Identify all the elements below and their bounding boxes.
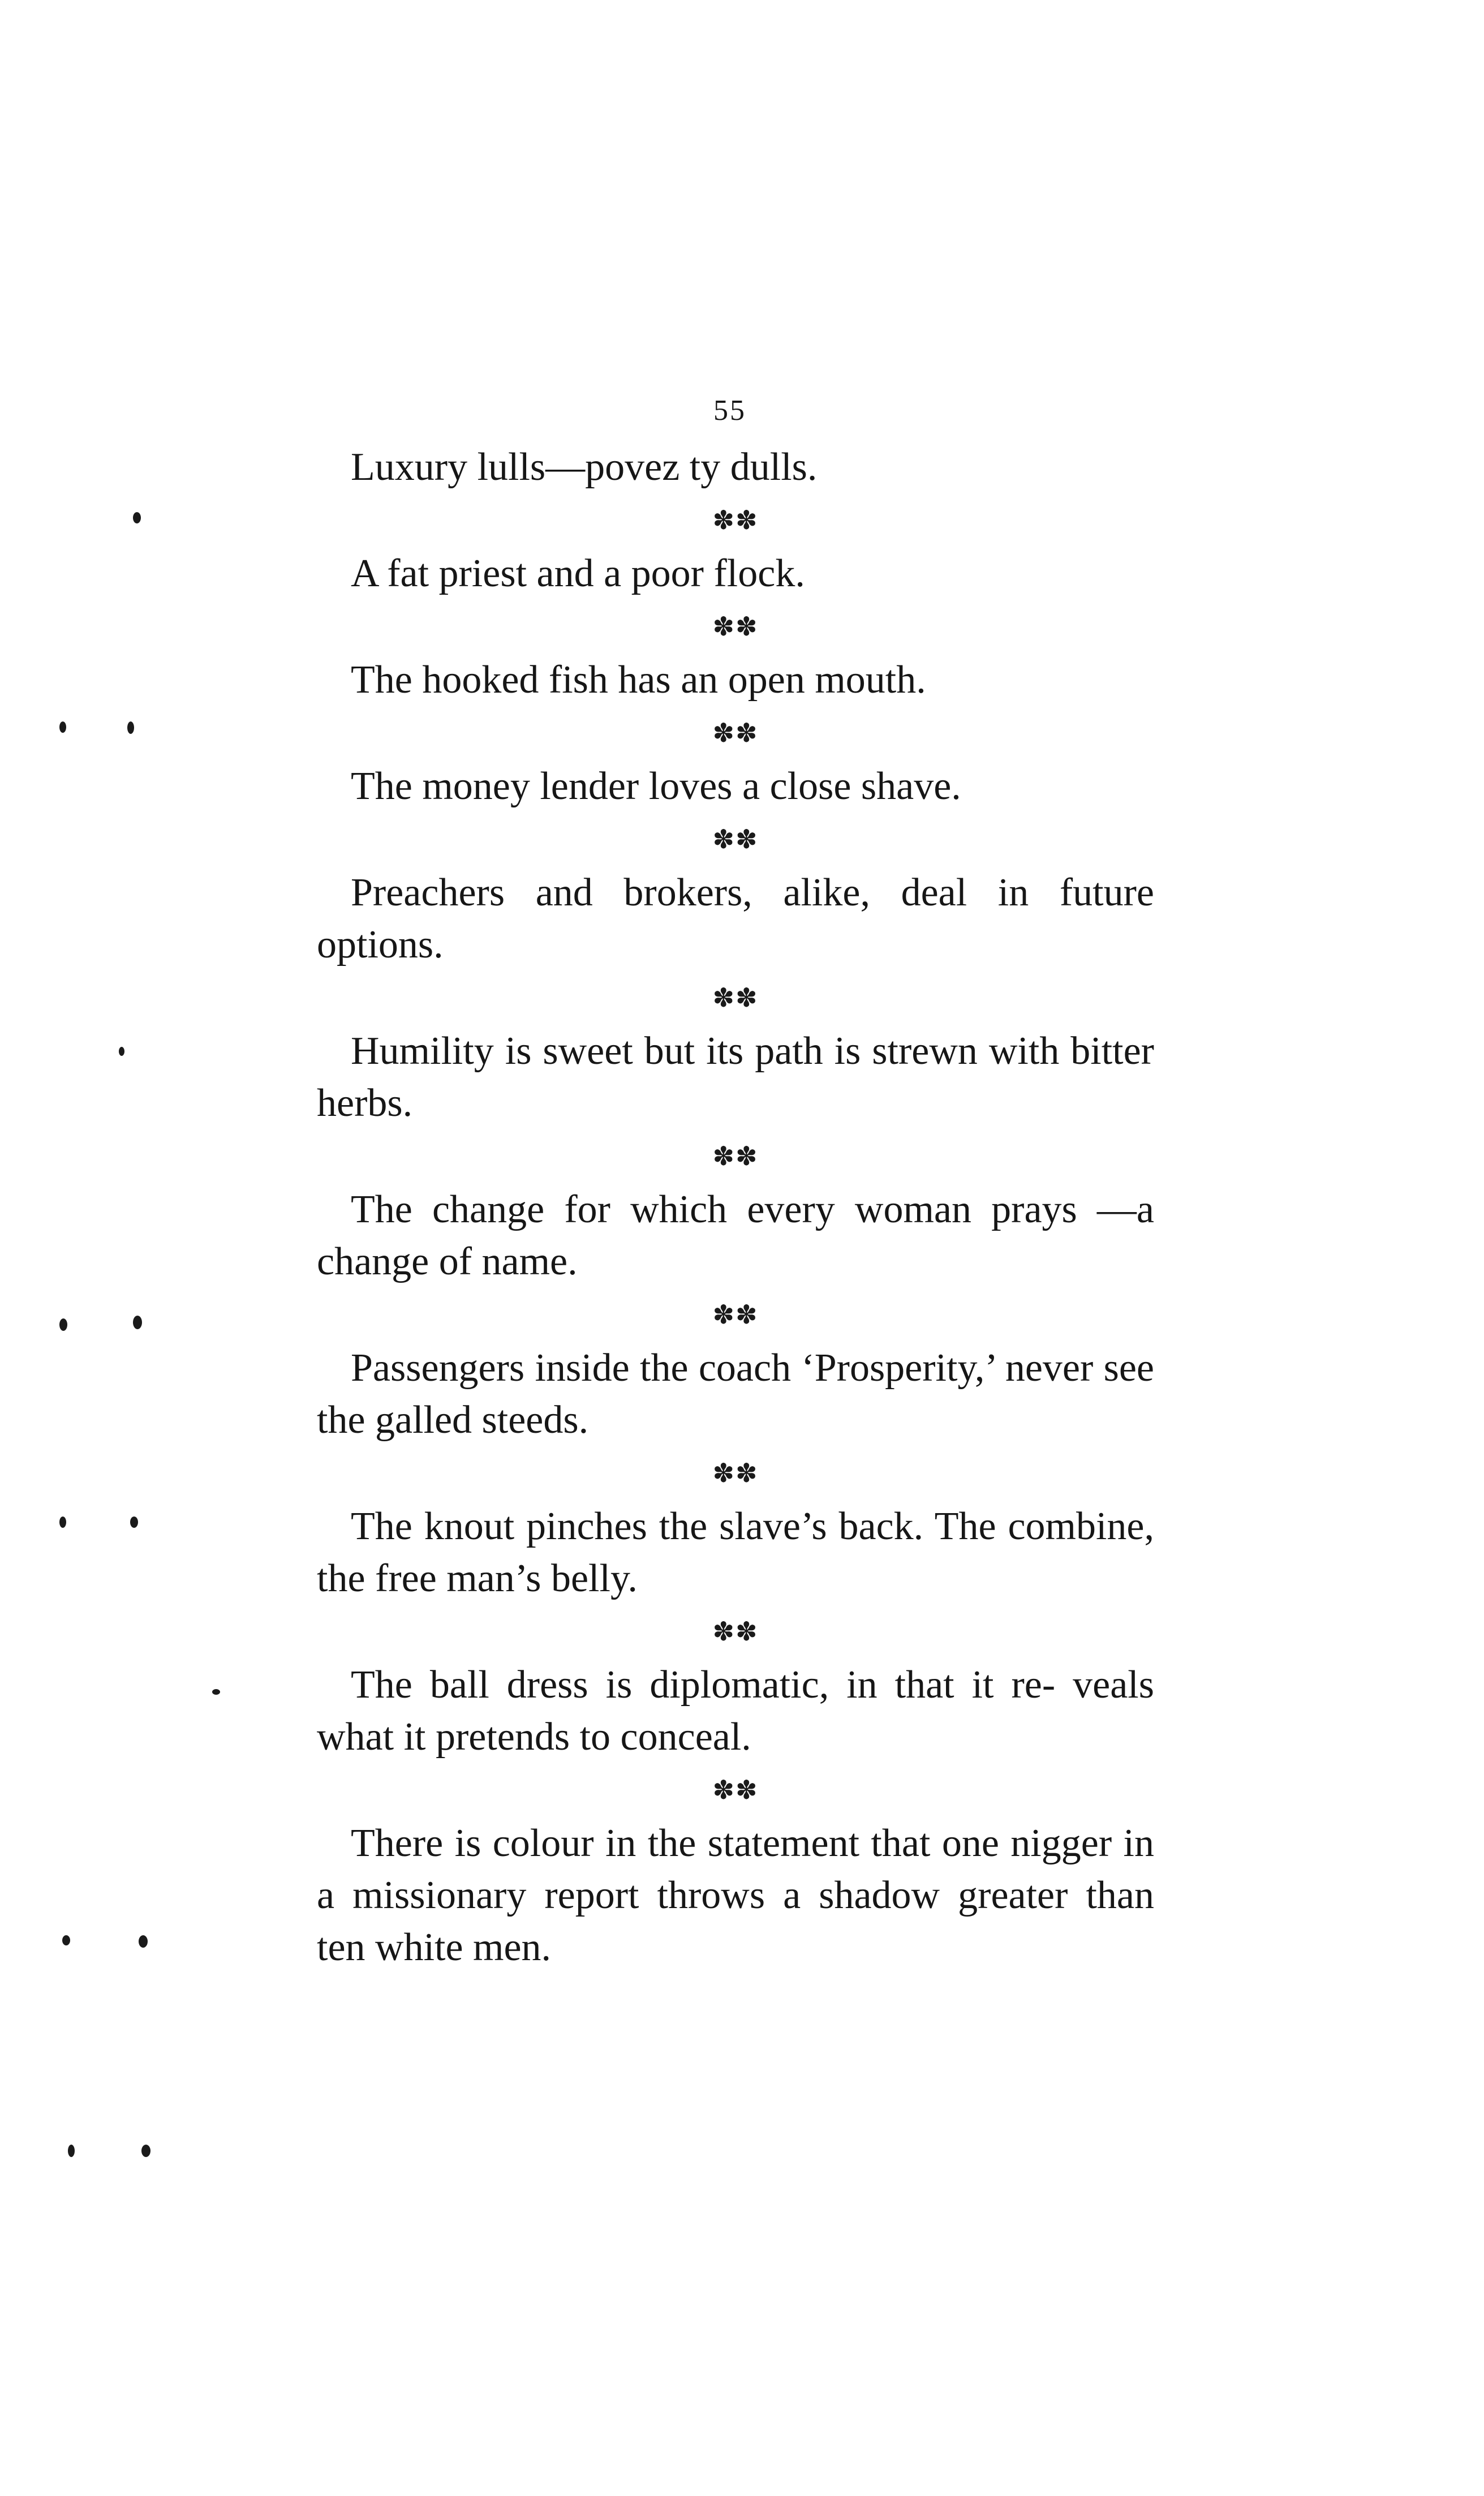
scan-speck — [68, 2145, 75, 2157]
scan-speck — [59, 1516, 66, 1528]
maxim-6 — [317, 1025, 1154, 1129]
maxim-text: The hooked fish has an open mouth. — [351, 658, 926, 702]
maxim-2 — [317, 548, 1154, 600]
maxim-text: The change for which every woman prays —a change of name. — [317, 1188, 1154, 1283]
scan-speck — [139, 1935, 148, 1948]
maxim-9 — [317, 1501, 1154, 1605]
scan-speck — [59, 1318, 67, 1331]
maxim-11 — [317, 1818, 1154, 1974]
asterism-separator: ✽✽ — [712, 719, 759, 747]
maxim-text: There is colour in the statement that one nigger in a missionary report throws a shadow greater than ten white men. — [317, 1821, 1154, 1969]
maxim-text: Humility is sweet but its path is strewn with bitter herbs. — [317, 1029, 1154, 1125]
scan-speck — [130, 1516, 138, 1528]
scan-speck — [133, 512, 141, 523]
maxim-text: A fat priest and a poor flock. — [351, 552, 805, 595]
maxim-text: Luxury lulls—povez ty dulls. — [351, 445, 818, 489]
maxim-text: Preachers and brokers, alike, deal in future options. — [317, 871, 1154, 966]
maxims-list — [317, 441, 1154, 1974]
asterism-separator: ✽✽ — [712, 983, 759, 1012]
page-number: 55 — [713, 394, 746, 427]
scan-speck — [59, 721, 66, 733]
maxim-3 — [317, 654, 1154, 706]
asterism-separator: ✽✽ — [712, 1300, 759, 1329]
asterism-separator: ✽✽ — [712, 612, 759, 641]
maxim-text: The ball dress is diplomatic, in that it re- veals what it pretends to conceal. — [317, 1663, 1154, 1759]
scan-speck — [62, 1935, 70, 1945]
asterism-separator: ✽✽ — [712, 1459, 759, 1488]
maxim-7 — [317, 1184, 1154, 1288]
maxim-8 — [317, 1342, 1154, 1446]
asterism-separator: ✽✽ — [712, 825, 759, 854]
maxim-10 — [317, 1659, 1154, 1763]
maxim-text: The money lender loves a close shave. — [351, 764, 961, 808]
scan-speck — [212, 1689, 220, 1695]
scan-speck — [141, 2145, 150, 2157]
asterism-separator: ✽✽ — [712, 1142, 759, 1171]
maxim-4 — [317, 761, 1154, 813]
maxim-1 — [317, 441, 1154, 493]
asterism-separator: ✽✽ — [712, 1617, 759, 1646]
scan-speck — [119, 1047, 124, 1056]
asterism-separator: ✽✽ — [712, 506, 759, 535]
maxim-text: The knout pinches the slave’s back. The combine, the free man’s belly. — [317, 1505, 1154, 1600]
asterism-separator: ✽✽ — [712, 1776, 759, 1805]
maxim-text: Passengers inside the coach ‘Prosperity,’ never see the galled steeds. — [317, 1346, 1154, 1442]
maxim-5 — [317, 867, 1154, 971]
scan-speck — [133, 1316, 142, 1329]
scan-speck — [127, 721, 134, 734]
